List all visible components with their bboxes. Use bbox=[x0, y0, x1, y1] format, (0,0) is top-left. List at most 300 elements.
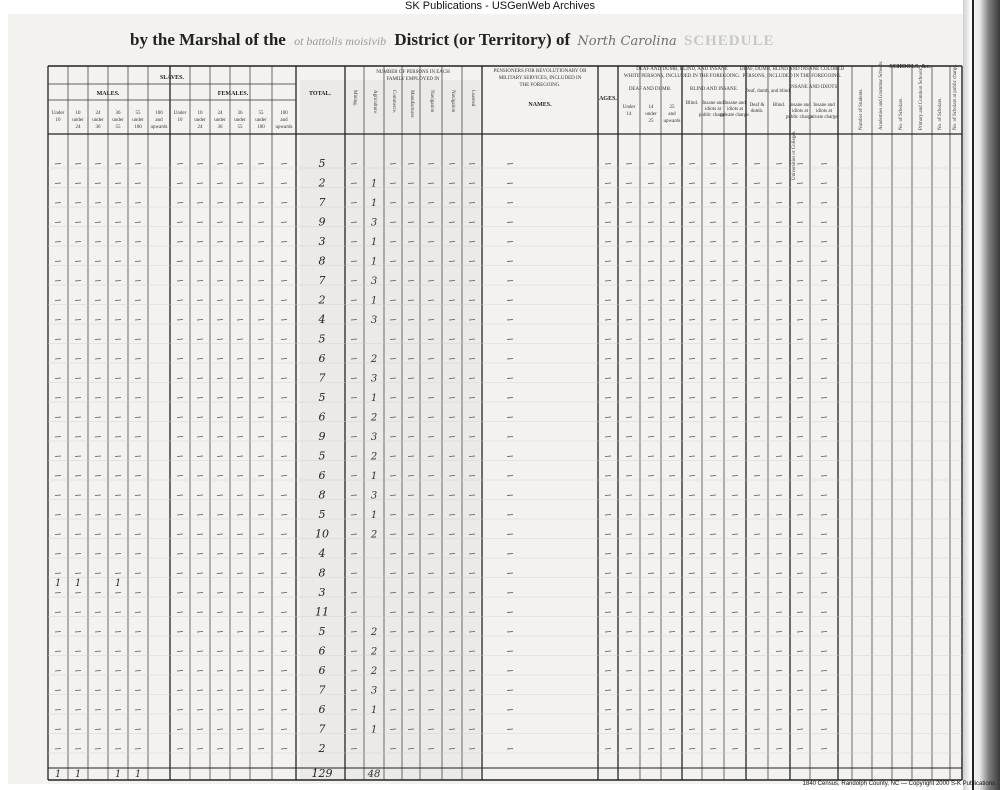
total-entry: 2 bbox=[318, 742, 326, 755]
blank-dash-mark bbox=[351, 612, 357, 613]
blank-dash-mark bbox=[797, 300, 803, 301]
female-age-col-label: 36 bbox=[237, 111, 243, 116]
blank-dash-mark bbox=[390, 320, 396, 321]
blank-dash-mark bbox=[669, 593, 675, 594]
blank-dash-mark bbox=[605, 359, 611, 360]
blank-dash-mark bbox=[237, 261, 243, 262]
blank-dash-mark bbox=[390, 476, 396, 477]
blank-dash-mark bbox=[797, 437, 803, 438]
blank-dash-mark bbox=[507, 749, 513, 750]
blank-dash-mark bbox=[177, 437, 183, 438]
blank-dash-mark bbox=[75, 515, 81, 516]
blank-dash-mark bbox=[177, 320, 183, 321]
blank-dash-mark bbox=[351, 222, 357, 223]
blank-dash-mark bbox=[217, 690, 223, 691]
blank-dash-mark bbox=[732, 515, 738, 516]
blank-dash-mark bbox=[351, 515, 357, 516]
blank-dash-mark bbox=[605, 320, 611, 321]
blank-dash-mark bbox=[669, 261, 675, 262]
blank-dash-mark bbox=[177, 690, 183, 691]
blank-dash-mark bbox=[797, 554, 803, 555]
blank-dash-mark bbox=[689, 495, 695, 496]
blank-dash-mark bbox=[469, 710, 475, 711]
blank-dash-mark bbox=[797, 573, 803, 574]
blank-dash-mark bbox=[135, 495, 141, 496]
blank-dash-mark bbox=[754, 593, 760, 594]
blank-dash-mark bbox=[754, 476, 760, 477]
blank-dash-mark bbox=[507, 183, 513, 184]
blank-dash-mark bbox=[776, 339, 782, 340]
blank-dash-mark bbox=[95, 242, 101, 243]
blank-dash-mark bbox=[797, 651, 803, 652]
blank-dash-mark bbox=[390, 690, 396, 691]
blank-dash-mark bbox=[689, 456, 695, 457]
blank-dash-mark bbox=[408, 729, 414, 730]
blank-dash-mark bbox=[626, 495, 632, 496]
blank-dash-mark bbox=[648, 456, 654, 457]
blank-dash-mark bbox=[177, 378, 183, 379]
blank-dash-mark bbox=[177, 339, 183, 340]
blank-dash-mark bbox=[75, 710, 81, 711]
blank-dash-mark bbox=[797, 690, 803, 691]
female-age-col-label: 10 bbox=[177, 118, 183, 123]
blank-dash-mark bbox=[732, 671, 738, 672]
blank-dash-mark bbox=[507, 632, 513, 633]
blank-dash-mark bbox=[55, 534, 61, 535]
blank-dash-mark bbox=[281, 281, 287, 282]
blank-dash-mark bbox=[351, 300, 357, 301]
blank-dash-mark bbox=[177, 515, 183, 516]
agriculture-entry: 3 bbox=[370, 373, 378, 385]
universities-col-label: Universities or Colleges. bbox=[792, 130, 797, 180]
blank-dash-mark bbox=[237, 164, 243, 165]
male-age-col-label: 55 bbox=[115, 125, 121, 130]
blank-dash-mark bbox=[115, 690, 121, 691]
blank-dash-mark bbox=[237, 729, 243, 730]
blank-dash-mark bbox=[469, 339, 475, 340]
blank-dash-mark bbox=[55, 281, 61, 282]
blank-dash-mark bbox=[710, 554, 716, 555]
blank-dash-mark bbox=[821, 183, 827, 184]
blank-dash-mark bbox=[351, 378, 357, 379]
blank-dash-mark bbox=[776, 729, 782, 730]
total-entry: 2 bbox=[318, 293, 326, 307]
blank-dash-mark bbox=[732, 300, 738, 301]
blank-dash-mark bbox=[732, 261, 738, 262]
copyright-footer: 1840 Census, Randolph County, NC — Copyright 2000 S-K Publications bbox=[802, 781, 995, 787]
blank-dash-mark bbox=[197, 320, 203, 321]
blank-dash-mark bbox=[605, 729, 611, 730]
total-entry: 7 bbox=[318, 274, 326, 287]
blank-dash-mark bbox=[75, 320, 81, 321]
blank-dash-mark bbox=[390, 456, 396, 457]
blank-dash-mark bbox=[626, 632, 632, 633]
blank-dash-mark bbox=[449, 398, 455, 399]
blank-dash-mark bbox=[710, 378, 716, 379]
blank-dash-mark bbox=[469, 242, 475, 243]
male-age-col-label: under bbox=[92, 118, 104, 123]
blank-dash-mark bbox=[55, 729, 61, 730]
blank-dash-mark bbox=[605, 437, 611, 438]
blank-dash-mark bbox=[115, 612, 121, 613]
blank-dash-mark bbox=[507, 378, 513, 379]
blank-dash-mark bbox=[821, 281, 827, 282]
blank-dash-mark bbox=[732, 456, 738, 457]
total-entry: 10 bbox=[315, 527, 329, 541]
blank-dash-mark bbox=[669, 437, 675, 438]
blank-dash-mark bbox=[408, 164, 414, 165]
blank-dash-mark bbox=[115, 378, 121, 379]
male-age-col-label: 10 bbox=[75, 111, 81, 116]
blank-dash-mark bbox=[197, 573, 203, 574]
blank-dash-mark bbox=[626, 222, 632, 223]
blank-dash-mark bbox=[776, 320, 782, 321]
agriculture-entry: 1 bbox=[370, 295, 378, 307]
blank-dash-mark bbox=[55, 671, 61, 672]
blank-dash-mark bbox=[390, 242, 396, 243]
blank-dash-mark bbox=[258, 671, 264, 672]
blank-dash-mark bbox=[507, 164, 513, 165]
blank-dash-mark bbox=[115, 515, 121, 516]
blind-col-label: Blind. bbox=[685, 101, 699, 106]
blank-dash-mark bbox=[689, 222, 695, 223]
blank-dash-mark bbox=[449, 632, 455, 633]
colored-persons-header: DEAF, DUMB, BLIND AND INSANE COLORED bbox=[739, 67, 845, 72]
blank-dash-mark bbox=[281, 573, 287, 574]
blank-dash-mark bbox=[351, 534, 357, 535]
blank-dash-mark bbox=[135, 593, 141, 594]
blank-dash-mark bbox=[135, 417, 141, 418]
blank-dash-mark bbox=[428, 203, 434, 204]
female-age-col-label: 24 bbox=[197, 125, 203, 130]
blank-dash-mark bbox=[821, 359, 827, 360]
blank-dash-mark bbox=[408, 300, 414, 301]
blank-dash-mark bbox=[55, 183, 61, 184]
employed-col-label: Agriculture. bbox=[372, 90, 377, 115]
blank-dash-mark bbox=[351, 690, 357, 691]
male-age-col-label: 24 bbox=[95, 111, 101, 116]
blank-dash-mark bbox=[281, 749, 287, 750]
employed-col-label: Mining. bbox=[352, 90, 357, 106]
blank-dash-mark bbox=[55, 300, 61, 301]
blank-dash-mark bbox=[281, 378, 287, 379]
blank-dash-mark bbox=[115, 359, 121, 360]
blank-dash-mark bbox=[469, 261, 475, 262]
blank-dash-mark bbox=[507, 671, 513, 672]
blank-dash-mark bbox=[776, 378, 782, 379]
blank-dash-mark bbox=[237, 359, 243, 360]
blank-dash-mark bbox=[281, 554, 287, 555]
blank-dash-mark bbox=[689, 398, 695, 399]
blank-dash-mark bbox=[507, 690, 513, 691]
deaf-age-col-label: upwards bbox=[663, 119, 681, 124]
blank-dash-mark bbox=[732, 339, 738, 340]
blank-dash-mark bbox=[507, 320, 513, 321]
blank-dash-mark bbox=[55, 222, 61, 223]
total-entry: 6 bbox=[318, 469, 326, 482]
blank-dash-mark bbox=[351, 281, 357, 282]
blank-dash-mark bbox=[390, 164, 396, 165]
blank-dash-mark bbox=[821, 417, 827, 418]
blank-dash-mark bbox=[669, 476, 675, 477]
blank-dash-mark bbox=[605, 300, 611, 301]
pensioners-header: PENSIONERS FOR REVOLUTIONARY OR bbox=[493, 69, 587, 74]
blank-dash-mark bbox=[507, 261, 513, 262]
blank-dash-mark bbox=[177, 300, 183, 301]
blank-dash-mark bbox=[408, 378, 414, 379]
blank-dash-mark bbox=[115, 671, 121, 672]
blank-dash-mark bbox=[217, 203, 223, 204]
blank-dash-mark bbox=[55, 495, 61, 496]
blank-dash-mark bbox=[390, 378, 396, 379]
blank-dash-mark bbox=[258, 300, 264, 301]
blank-dash-mark bbox=[648, 749, 654, 750]
blank-dash-mark bbox=[689, 554, 695, 555]
blank-dash-mark bbox=[408, 203, 414, 204]
blank-dash-mark bbox=[449, 554, 455, 555]
blank-dash-mark bbox=[95, 164, 101, 165]
blank-dash-mark bbox=[669, 359, 675, 360]
blank-dash-mark bbox=[237, 437, 243, 438]
total-entry: 11 bbox=[315, 605, 329, 619]
blank-dash-mark bbox=[237, 515, 243, 516]
blank-dash-mark bbox=[115, 593, 121, 594]
blank-dash-mark bbox=[648, 632, 654, 633]
female-age-col-label: and bbox=[280, 118, 288, 123]
blank-dash-mark bbox=[428, 749, 434, 750]
blank-dash-mark bbox=[237, 612, 243, 613]
blank-dash-mark bbox=[710, 203, 716, 204]
females-header: FEMALES. bbox=[217, 91, 249, 97]
blank-dash-mark bbox=[507, 651, 513, 652]
blank-dash-mark bbox=[821, 437, 827, 438]
blank-dash-mark bbox=[605, 554, 611, 555]
blank-dash-mark bbox=[75, 242, 81, 243]
blank-dash-mark bbox=[75, 183, 81, 184]
blank-dash-mark bbox=[469, 651, 475, 652]
blank-dash-mark bbox=[351, 495, 357, 496]
blank-dash-mark bbox=[449, 378, 455, 379]
blank-dash-mark bbox=[115, 437, 121, 438]
blank-dash-mark bbox=[776, 671, 782, 672]
blank-dash-mark bbox=[197, 729, 203, 730]
blank-dash-mark bbox=[135, 164, 141, 165]
blank-dash-mark bbox=[217, 300, 223, 301]
blank-dash-mark bbox=[390, 359, 396, 360]
agriculture-entry: 3 bbox=[370, 432, 378, 443]
blank-dash-mark bbox=[689, 300, 695, 301]
blank-dash-mark bbox=[626, 534, 632, 535]
blank-dash-mark bbox=[390, 632, 396, 633]
blank-dash-mark bbox=[648, 476, 654, 477]
blank-dash-mark bbox=[669, 573, 675, 574]
blank-dash-mark bbox=[217, 476, 223, 477]
blank-dash-mark bbox=[754, 515, 760, 516]
blank-dash-mark bbox=[237, 339, 243, 340]
blank-dash-mark bbox=[626, 398, 632, 399]
agriculture-entry: 1 bbox=[370, 237, 378, 248]
blank-dash-mark bbox=[449, 281, 455, 282]
schools-header: SCHOOLS, &c. bbox=[889, 64, 931, 70]
title-schedule-ghost: SCHEDULE bbox=[683, 33, 775, 49]
blank-dash-mark bbox=[428, 612, 434, 613]
blank-dash-mark bbox=[428, 281, 434, 282]
blank-dash-mark bbox=[689, 671, 695, 672]
blank-dash-mark bbox=[197, 749, 203, 750]
blank-dash-mark bbox=[626, 378, 632, 379]
blank-dash-mark bbox=[217, 729, 223, 730]
blank-dash-mark bbox=[821, 378, 827, 379]
blank-dash-mark bbox=[605, 456, 611, 457]
total-entry: 8 bbox=[318, 566, 326, 580]
blank-dash-mark bbox=[732, 359, 738, 360]
blank-dash-mark bbox=[754, 378, 760, 379]
blank-dash-mark bbox=[648, 710, 654, 711]
blank-dash-mark bbox=[754, 183, 760, 184]
blank-dash-mark bbox=[408, 320, 414, 321]
pensioner-ages-header: AGES. bbox=[599, 96, 617, 102]
blank-dash-mark bbox=[754, 417, 760, 418]
blank-dash-mark bbox=[507, 203, 513, 204]
blank-dash-mark bbox=[408, 573, 414, 574]
blank-dash-mark bbox=[217, 222, 223, 223]
blank-dash-mark bbox=[95, 378, 101, 379]
blank-dash-mark bbox=[648, 417, 654, 418]
blank-dash-mark bbox=[75, 476, 81, 477]
blank-dash-mark bbox=[710, 729, 716, 730]
blank-dash-mark bbox=[237, 398, 243, 399]
blank-dash-mark bbox=[710, 320, 716, 321]
total-entry: 6 bbox=[318, 352, 326, 365]
title-district-faint: ot battolis moisivib bbox=[294, 34, 387, 48]
blank-dash-mark bbox=[449, 476, 455, 477]
blank-dash-mark bbox=[821, 476, 827, 477]
blank-dash-mark bbox=[135, 749, 141, 750]
blank-dash-mark bbox=[449, 261, 455, 262]
blank-dash-mark bbox=[689, 203, 695, 204]
colored-col-label: Insane and bbox=[789, 103, 811, 108]
blank-dash-mark bbox=[469, 417, 475, 418]
column-headers bbox=[52, 61, 958, 180]
blank-dash-mark bbox=[115, 203, 121, 204]
blank-dash-mark bbox=[689, 632, 695, 633]
blank-dash-mark bbox=[605, 749, 611, 750]
blank-dash-mark bbox=[776, 690, 782, 691]
blank-dash-mark bbox=[605, 203, 611, 204]
total-entry: 6 bbox=[318, 703, 326, 716]
blank-dash-mark bbox=[258, 417, 264, 418]
blank-dash-mark bbox=[821, 534, 827, 535]
blank-dash-mark bbox=[689, 729, 695, 730]
blank-dash-mark bbox=[75, 671, 81, 672]
blank-dash-mark bbox=[689, 476, 695, 477]
blank-dash-mark bbox=[177, 281, 183, 282]
agriculture-entry: 1 bbox=[370, 510, 378, 521]
school-col-label: No. of Scholars. bbox=[938, 97, 943, 130]
blank-dash-mark bbox=[177, 456, 183, 457]
agriculture-entry: 1 bbox=[370, 724, 378, 736]
blank-dash-mark bbox=[351, 671, 357, 672]
total-entry: 9 bbox=[318, 215, 326, 229]
blank-dash-mark bbox=[135, 281, 141, 282]
total-entry: 5 bbox=[318, 625, 326, 638]
blank-dash-mark bbox=[797, 632, 803, 633]
blank-dash-mark bbox=[710, 534, 716, 535]
blank-dash-mark bbox=[55, 437, 61, 438]
blank-dash-mark bbox=[754, 300, 760, 301]
blank-dash-mark bbox=[55, 651, 61, 652]
blank-dash-mark bbox=[626, 320, 632, 321]
blank-dash-mark bbox=[507, 417, 513, 418]
blank-dash-mark bbox=[135, 651, 141, 652]
blank-dash-mark bbox=[689, 164, 695, 165]
blank-dash-mark bbox=[390, 300, 396, 301]
blank-dash-mark bbox=[449, 729, 455, 730]
blank-dash-mark bbox=[75, 749, 81, 750]
blank-dash-mark bbox=[710, 398, 716, 399]
blank-dash-mark bbox=[390, 495, 396, 496]
blank-dash-mark bbox=[689, 690, 695, 691]
male-age-col-label: 36 bbox=[95, 125, 101, 130]
blank-dash-mark bbox=[797, 222, 803, 223]
blank-dash-mark bbox=[75, 495, 81, 496]
blank-dash-mark bbox=[75, 729, 81, 730]
blank-dash-mark bbox=[281, 300, 287, 301]
blank-dash-mark bbox=[605, 417, 611, 418]
deaf-blind-header: DEAF AND DUMB, BLIND, AND INSANE bbox=[636, 67, 728, 72]
blank-dash-mark bbox=[115, 222, 121, 223]
blank-dash-mark bbox=[177, 417, 183, 418]
blank-dash-mark bbox=[449, 222, 455, 223]
blank-dash-mark bbox=[390, 749, 396, 750]
female-age-col-label: 10 bbox=[197, 111, 203, 116]
blank-dash-mark bbox=[135, 671, 141, 672]
blank-dash-mark bbox=[732, 476, 738, 477]
female-age-col-label: 55 bbox=[258, 111, 264, 116]
blank-dash-mark bbox=[689, 359, 695, 360]
blank-dash-mark bbox=[390, 671, 396, 672]
blank-dash-mark bbox=[754, 261, 760, 262]
blank-dash-mark bbox=[776, 281, 782, 282]
total-entry: 5 bbox=[318, 391, 326, 404]
blank-dash-mark bbox=[237, 690, 243, 691]
blank-dash-mark bbox=[626, 651, 632, 652]
blank-dash-mark bbox=[217, 554, 223, 555]
employed-header: NUMBER OF PERSONS IN EACH bbox=[376, 70, 450, 75]
blank-dash-mark bbox=[710, 359, 716, 360]
blank-dash-mark bbox=[95, 515, 101, 516]
blank-dash-mark bbox=[95, 554, 101, 555]
blank-dash-mark bbox=[237, 281, 243, 282]
blank-dash-mark bbox=[732, 690, 738, 691]
pensioner-names-header: NAMES. bbox=[528, 102, 552, 108]
blank-dash-mark bbox=[669, 710, 675, 711]
blank-dash-mark bbox=[754, 281, 760, 282]
blank-dash-mark bbox=[281, 534, 287, 535]
employed-col-label: Learned bbox=[470, 90, 475, 107]
blank-dash-mark bbox=[626, 690, 632, 691]
blank-dash-mark bbox=[351, 710, 357, 711]
blank-dash-mark bbox=[428, 534, 434, 535]
blank-dash-mark bbox=[710, 261, 716, 262]
blank-dash-mark bbox=[351, 359, 357, 360]
blank-dash-mark bbox=[95, 183, 101, 184]
blank-dash-mark bbox=[390, 281, 396, 282]
blank-dash-mark bbox=[776, 261, 782, 262]
slaves-header: SLAVES. bbox=[159, 75, 185, 81]
blank-dash-mark bbox=[237, 651, 243, 652]
blank-dash-mark bbox=[197, 339, 203, 340]
